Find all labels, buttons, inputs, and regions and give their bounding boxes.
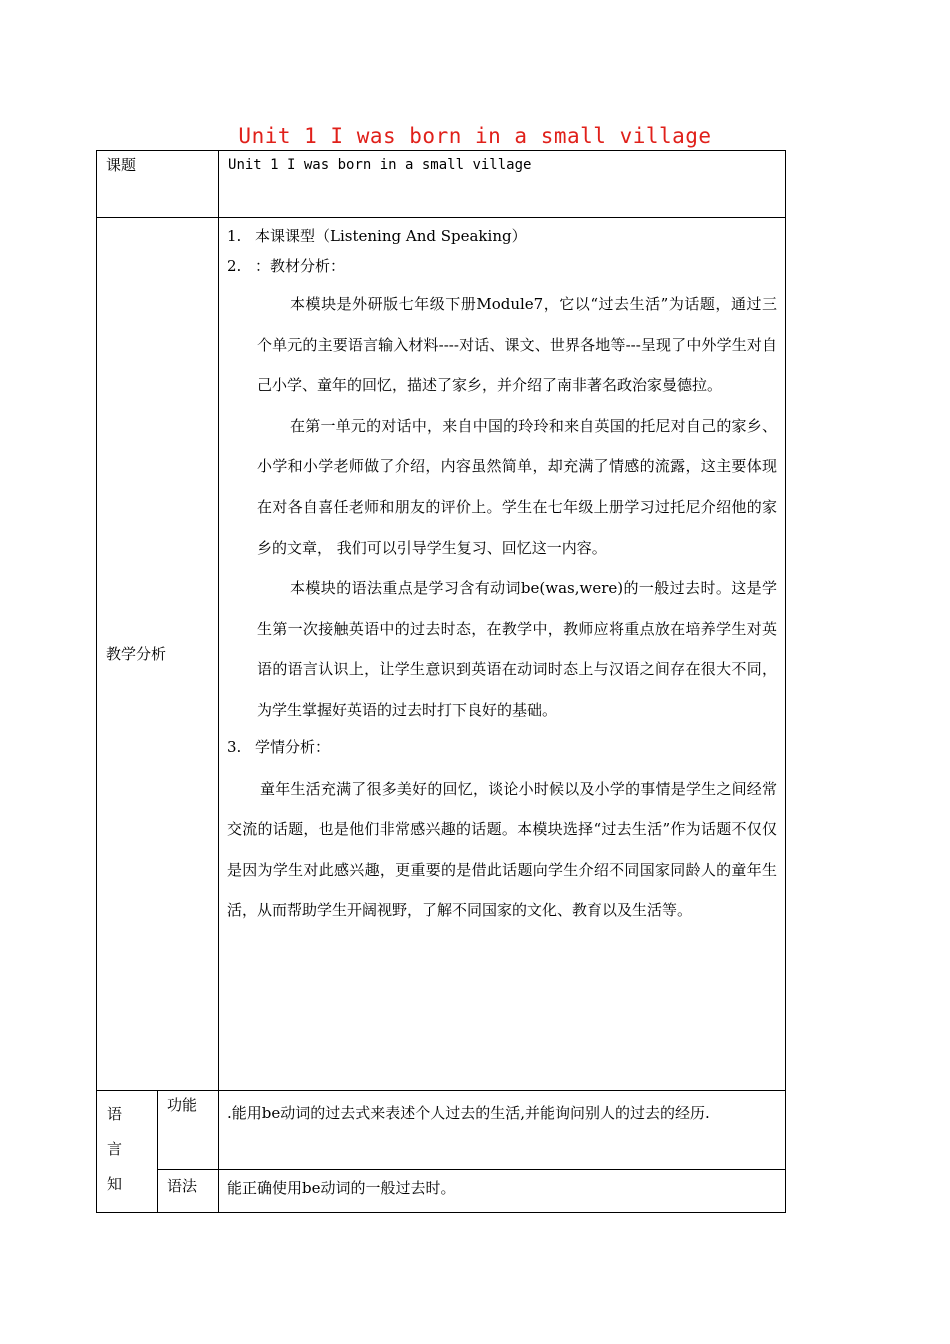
topic-label: 课题	[106, 156, 137, 174]
student-paragraph: 童年生活充满了很多美好的回忆，谈论小时候以及小学的事情是学生之间经常交流的话题，也是他们非常感兴趣的话题。本模块选择“过去生活”作为话题不仅仅是因为学生对此感兴趣，更重要的是借此话题向学生介绍不同国家同龄人的童年生活，从而帮助学生开阔视野，了解不同国家的文化、教育以及生活等。	[227, 779, 778, 920]
grammar-text-cell	[219, 1170, 786, 1213]
function-row	[97, 1091, 786, 1170]
lang-char-3: 知	[107, 1175, 123, 1193]
item2-number: 2.	[227, 257, 242, 275]
item1-number: 1.	[227, 227, 242, 245]
topic-value: Unit 1 I was born in a small village	[228, 157, 532, 173]
grammar-text: 能正确使用be动词的一般过去时。	[227, 1179, 456, 1197]
item1-text: 本课课型（Listening And Speaking）	[255, 227, 527, 245]
lang-char-1: 语	[107, 1105, 123, 1123]
language-knowledge-label-cell	[97, 1091, 158, 1213]
language-knowledge-label	[97, 1091, 157, 1202]
document-title: Unit 1 I was born in a small village	[238, 124, 712, 148]
analysis-content-cell	[219, 218, 786, 1091]
analysis-label: 教学分析	[106, 645, 167, 663]
function-text: .能用be动词的过去式来表述个人过去的生活,并能询问别人的过去的经历.	[227, 1104, 710, 1122]
analysis-label-cell	[97, 218, 219, 1091]
function-text-cell	[219, 1091, 786, 1170]
student-analysis-heading	[227, 735, 777, 769]
lang-char-2: 言	[107, 1140, 123, 1158]
material-analysis-heading	[227, 254, 777, 278]
function-label-cell	[158, 1091, 219, 1170]
function-label: 功能	[167, 1096, 198, 1114]
grammar-label: 语法	[167, 1177, 198, 1195]
analysis-row	[97, 218, 786, 1091]
topic-value-cell	[219, 151, 786, 218]
grammar-row	[97, 1170, 786, 1213]
topic-row	[97, 151, 786, 218]
lesson-plan-table	[96, 150, 786, 1213]
grammar-label-cell	[158, 1170, 219, 1213]
item2-text: ：教材分析：	[255, 257, 346, 275]
topic-label-cell	[97, 151, 219, 218]
item3-text: 学情分析：	[255, 737, 331, 756]
material-paragraph-3: 本模块的语法重点是学习含有动词be(was,were)的一般过去时。这是学生第一次接触英语中的过去时态，在教学中，教师应将重点放在培养学生对英语的语言认识上，让学生意识到英语在动词时态上与汉语之间存在很大不同，为学生掌握好英语的过去时打下良好的基础。	[257, 579, 778, 719]
item3-number: 3.	[227, 737, 242, 756]
material-paragraph-2: 在第一单元的对话中，来自中国的玲玲和来自英国的托尼对自己的家乡、小学和小学老师做了介绍，内容虽然简单，却充满了情感的流露，这主要体现在对各自喜任老师和朋友的评价上。学生在七年级上册学习过托尼介绍他的家乡的文章， 我们可以引导学生复习、回忆这一内容。	[257, 416, 778, 557]
material-paragraph-1: 本模块是外研版七年级下册Module7，它以“过去生活”为话题，通过三个单元的主要语言输入材料----对话、课文、世界各地等---呈现了中外学生对自己小学、童年的回忆，描述了家乡，并介绍了南非著名政治家曼德拉。	[257, 295, 778, 395]
course-type-heading	[227, 224, 777, 254]
